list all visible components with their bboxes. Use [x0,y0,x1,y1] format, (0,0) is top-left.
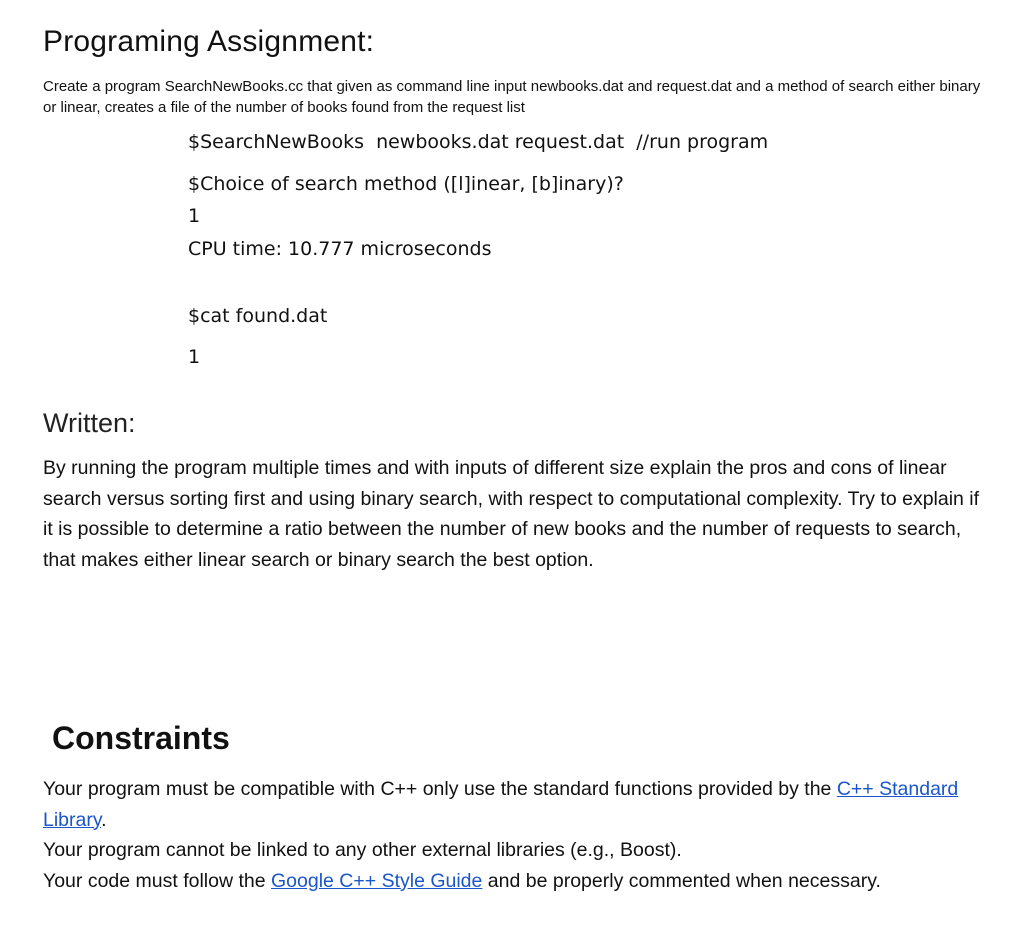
written-paragraph: By running the program multiple times and with inputs of different size explain the pros and cons of linear search versus sorting first and using binary search, with respect to computational complexity. Try to explain if it is possible to determine a ratio between the number of new books and the number of requests to search, that makes either linear search or binary search the best option. [43,457,980,571]
constraint-style-guide: Your code must follow the Google C++ Style Guide and be properly commented when necessary. [43,869,881,892]
written-heading: Written: [43,408,136,438]
intro-paragraph: Create a program SearchNewBooks.cc that given as command line input newbooks.dat and request.dat and a method of search either binary or linear, creates a file of the number of books found from the request list [43,78,981,116]
page-title: Programing Assignment: [43,25,375,58]
constraints-body [43,774,988,896]
prompt-answer: 1 [188,205,201,227]
constraints-heading: Constraints [52,720,230,756]
cat-output: 1 [188,346,201,368]
cat-command-line: $cat found.dat [188,305,328,327]
search-method-prompt: $Choice of search method ([l]inear, [b]inary)? [188,173,624,195]
constraint-no-external-libs: Your program cannot be linked to any other external libraries (e.g., Boost). [43,839,682,861]
run-command-line: $SearchNewBooks newbooks.dat request.dat //run program [188,131,769,153]
google-cpp-style-guide-link[interactable]: Google C++ Style Guide [271,869,483,892]
constraint-stdlib: Your program must be compatible with C++ only use the standard functions provided by the C++ Standard Library. [43,778,959,831]
cpp-standard-library-link[interactable]: C++ Standard Library [43,778,959,831]
cpu-time-output: CPU time: 10.777 microseconds [188,238,492,260]
